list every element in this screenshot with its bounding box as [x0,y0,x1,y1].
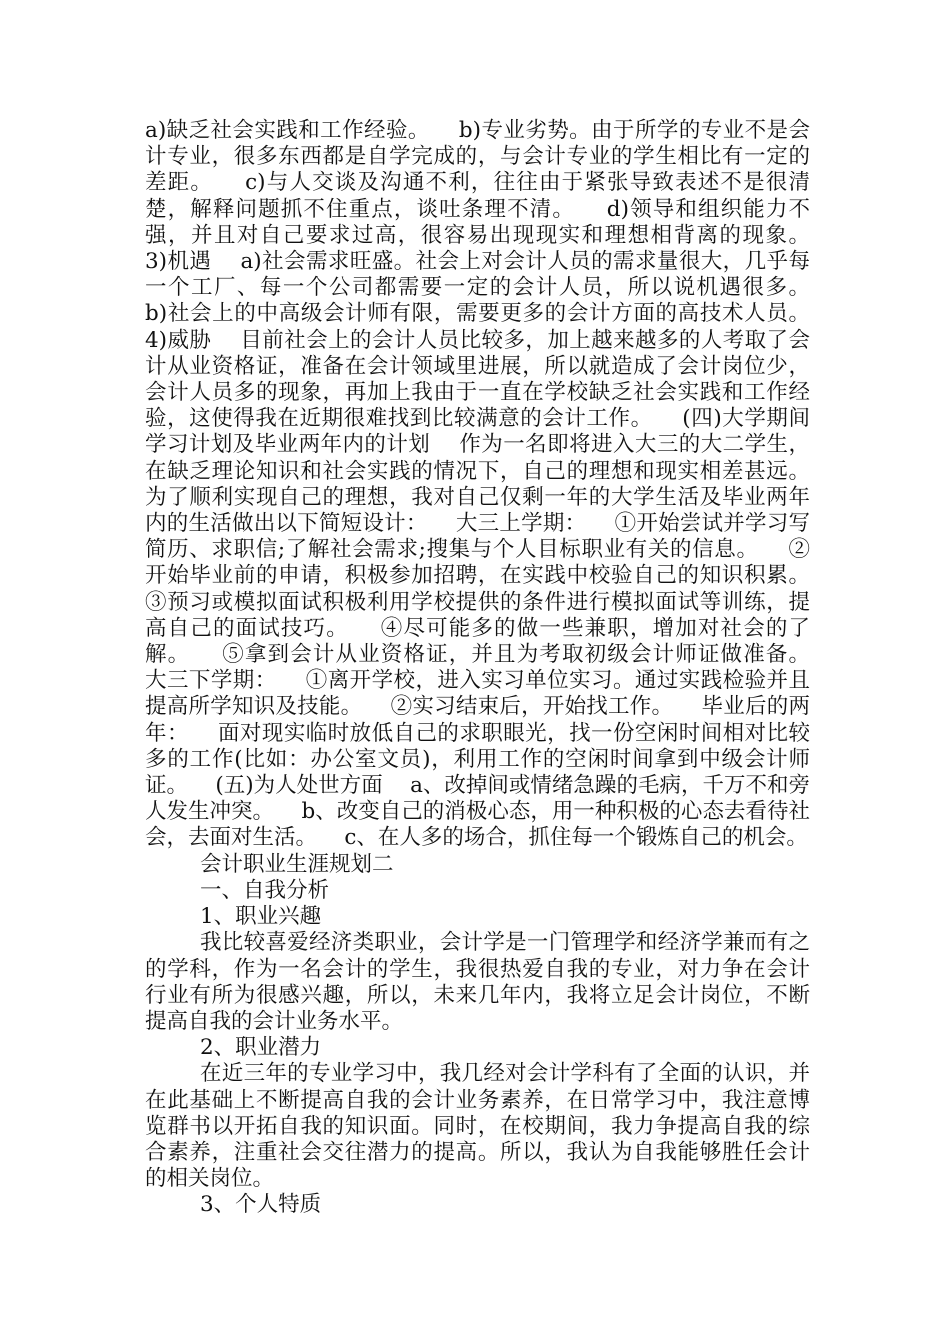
paragraph-career-potential: 在近三年的专业学习中，我几经对会计学科有了全面的认识，并在此基础上不断提高自我的会计业务素养，在日常学习中，我注意博览群书以开拓自我的知识面。同时，在校期间，我力争提高自我的综合素养，注重社会交往潜力的提高。所以，我认为自我能够胜任会计的相关岗位。 [145,1061,810,1192]
document-subtitle: 会计职业生涯规划二 [200,851,394,877]
paragraph-career-interest: 我比较喜爱经济类职业，会计学是一门管理学和经济学兼而有之的学科，作为一名会计的学生，我很热爱自我的专业，对力争在会计行业有所为很感兴趣，所以，未来几年内，我将立足会计岗位，不断提高自我的会计业务水平。 [145,930,810,1034]
document-page [145,118,838,1219]
subheading-career-interest: 1、职业兴趣 [200,904,322,930]
subheading-career-potential: 2、职业潜力 [200,1035,322,1061]
paragraph-swot-and-plan: a)缺乏社会实践和工作经验。 b)专业劣势。由于所学的专业不是会计专业，很多东西都是自学完成的，与会计专业的学生相比有一定的差距。 c)与人交谈及沟通不利，往往由于紧张导致表述不是很清楚，解释问题抓不住重点，谈吐条理不清。 d)领导和组织能力不强，并且对自己要求过高，很容易出现现实和理想相背离的现象。 3)机遇 a)社会需求旺盛。社会上对会计人员的需求量很大，几乎每一个工厂、每一个公司都需要一定的会计人员，所以说机遇很多。 b)社会上的中高级会计师有限，需要更多的会计方面的高技术人员。 4)威胁 目前社会上的会计人员比较多，加上越来越多的人考取了会计从业资格证，准备在会计领域里进展，所以就造成了会计岗位少，会计人员多的现象，再加上我由于一直在学校缺乏社会实践和工作经验，这使得我在近期很难找到比较满意的会计工作。 (四)大学期间学习计划及毕业两年内的计划 作为一名即将进入大三的大二学生，在缺乏理论知识和社会实践的情况下，自己的理想和现实相差甚远。为了顺利实现自己的理想，我对自己仅剩一年的大学生活及毕业两年内的生活做出以下简短设计： 大三上学期： ①开始尝试并学习写简历、求职信;了解社会需求;搜集与个人目标职业有关的信息。 ②开始毕业前的申请，积极参加招聘，在实践中校验自己的知识积累。③预习或模拟面试积极利用学校提供的条件进行模拟面试等训练，提高自己的面试技巧。 ④尽可能多的做一些兼职，增加对社会的了解。 ⑤拿到会计从业资格证，并且为考取初级会计师证做准备。 大三下学期： ①离开学校，进入实习单位实习。通过实践检验并且提高所学知识及技能。 ②实习结束后，开始找工作。 毕业后的两年： 面对现实临时放低自己的求职眼光，找一份空闲时间相对比较多的工作(比如：办公室文员)，利用工作的空闲时间拿到中级会计师证。 (五)为人处世方面 a、改掉间或情绪急躁的毛病，千万不和旁人发生冲突。 b、改变自己的消极心态，用一种积极的心态去看待社会，去面对生活。 c、在人多的场合，抓住每一个锻炼自己的机会。 [145,118,838,851]
subheading-personal-traits: 3、个人特质 [200,1192,322,1218]
section-heading-self-analysis: 一、自我分析 [200,877,330,903]
